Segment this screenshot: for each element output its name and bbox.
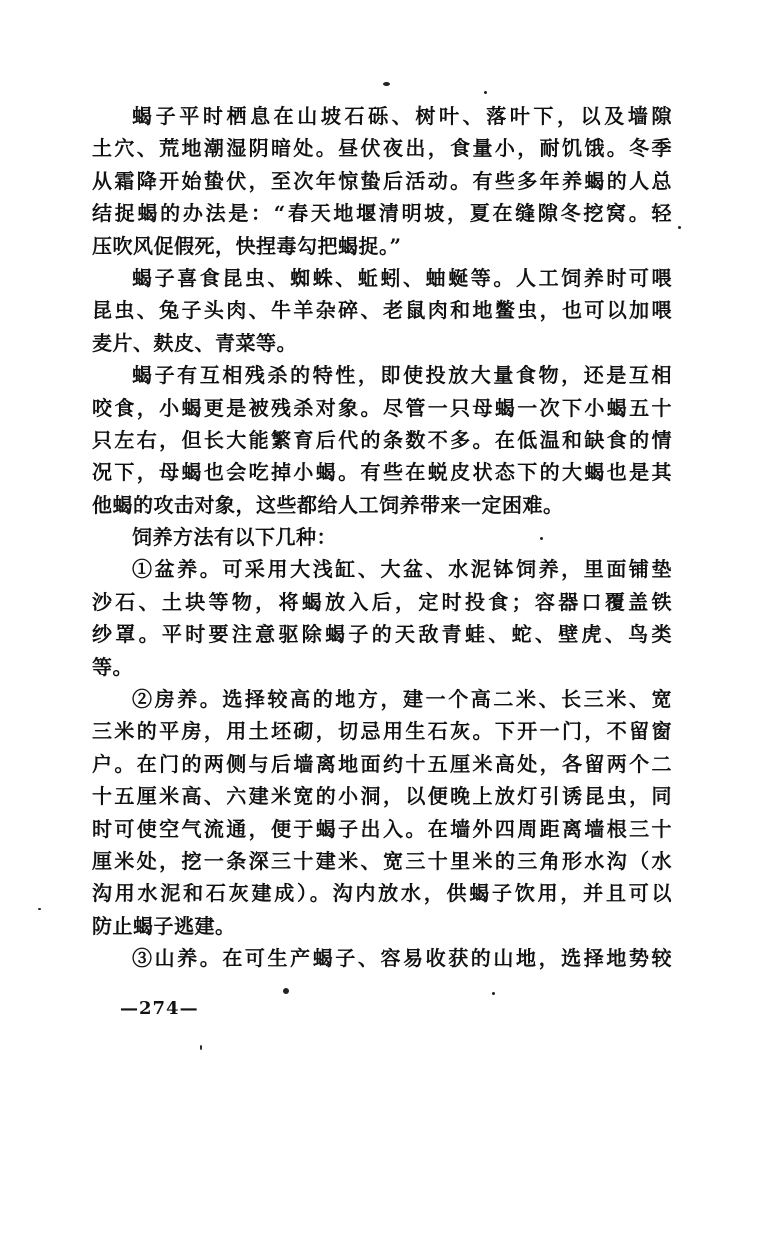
- scan-speck: [678, 226, 681, 229]
- text-line: 十五厘米高、六建米宽的小洞，以便晚上放灯引诱昆虫，同: [92, 784, 672, 809]
- text-line: ①盆养。可采用大浅缸、大盆、水泥钵饲养，里面铺垫: [132, 557, 672, 582]
- text-line: 防止蝎子逃建。: [92, 913, 236, 938]
- page-number: —274—: [120, 998, 199, 1019]
- text-line: 压吹风促假死，快捏毒勾把蝎捉。”: [92, 233, 402, 258]
- text-line: 蝎子有互相残杀的特性，即使投放大量食物，还是互相: [132, 363, 672, 388]
- text-line: 从霜降开始蛰伏，至次年惊蛰后活动。有些多年养蝎的人总: [92, 168, 672, 193]
- text-line: 饲养方法有以下几种：: [132, 525, 337, 550]
- text-line: 况下，母蝎也会吃掉小蝎。有些在蜕皮状态下的大蝎也是其: [92, 460, 672, 485]
- text-line: 时可使空气流通，便于蝎子出入。在墙外四周距离墙根三十: [92, 816, 672, 841]
- text-line: 土穴、荒地潮湿阴暗处。昼伏夜出，食量小，耐饥饿。冬季: [92, 136, 672, 161]
- text-line: 麦片、麸皮、青菜等。: [92, 330, 297, 355]
- text-line: 户。在门的两侧与后墙离地面约十五厘米高处，各留两个二: [92, 751, 672, 776]
- scan-speck: [283, 988, 289, 994]
- text-line: 昆虫、兔子头肉、牛羊杂碎、老鼠肉和地鳖虫，也可以加喂: [92, 298, 672, 323]
- text-line: 沟用水泥和石灰建成）。沟内放水，供蝎子饮用，并且可以: [92, 881, 672, 906]
- scan-speck: [540, 537, 543, 540]
- text-line: 咬食，小蝎更是被残杀对象。尽管一只母蝎一次下小蝎五十: [92, 395, 672, 420]
- scan-speck: [383, 82, 390, 86]
- text-line: 厘米处，挖一条深三十建米、宽三十里米的三角形水沟（水: [92, 848, 672, 873]
- text-line: ③山养。在可生产蝎子、容易收获的山地，选择地势较: [132, 946, 672, 971]
- text-line: 结捉蝎的办法是：“春天地堰清明坡，夏在缝隙冬挖窝。轻: [92, 201, 672, 226]
- scan-speck: [38, 908, 41, 910]
- text-line: 他蝎的攻击对象，这些都给人工饲养带来一定困难。: [92, 492, 564, 517]
- text-line: 等。: [92, 654, 133, 679]
- scan-speck: [484, 91, 487, 94]
- text-line: 蝎子平时栖息在山坡石砾、树叶、落叶下，以及墙隙: [132, 104, 672, 128]
- text-line: 蝎子喜食昆虫、蜘蛛、蚯蚓、蚰蜒等。人工饲养时可喂: [132, 265, 672, 290]
- text-line: ②房养。选择较高的地方，建一个高二米、长三米、宽: [132, 687, 672, 712]
- body-text: [92, 100, 672, 975]
- text-line: 沙石、土块等物，将蝎放入后，定时投食；容器口覆盖铁: [92, 589, 672, 614]
- text-line: 纱罩。平时要注意驱除蝎子的天敌青蛙、蛇、壁虎、鸟类: [92, 622, 672, 647]
- scan-speck: [492, 992, 495, 995]
- text-line: 三米的平房，用土坯砌，切忌用生石灰。下开一门，不留窗: [92, 719, 672, 744]
- scan-speck: [200, 1045, 202, 1050]
- text-line: 只左右，但长大能繁育后代的条数不多。在低温和缺食的情: [92, 427, 672, 452]
